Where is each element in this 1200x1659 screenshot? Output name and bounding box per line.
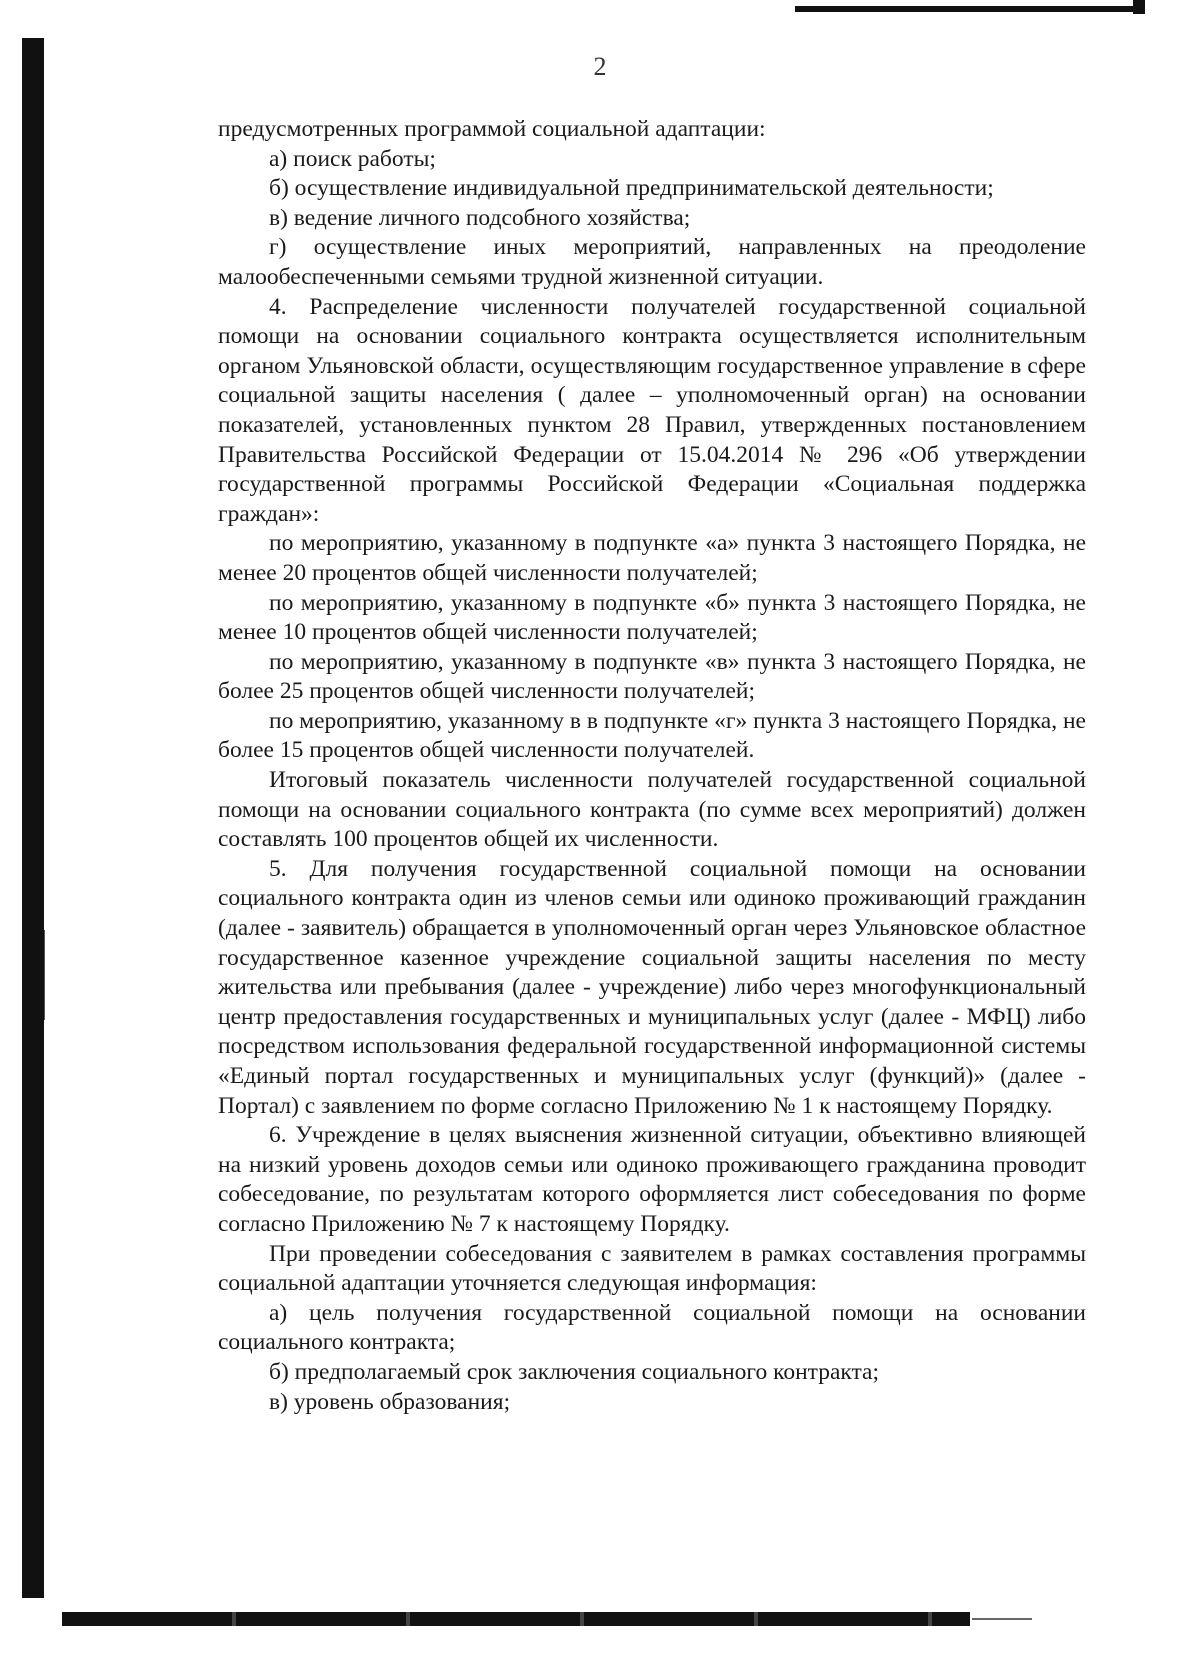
interview-item-a: а) цель получения государственной социальной помощи на основании социального контракта; <box>218 1299 1086 1356</box>
page-number: 2 <box>593 52 607 81</box>
interview-paragraph: При проведении собеседования с заявителем в рамках составления программы социальной адаптации уточняется следующая информация: <box>218 1240 1086 1297</box>
total-indicator-paragraph: Итоговый показатель численности получателей государственной социальной помощи на основании социального контракта (по сумме всех мероприятий) должен составлять 100 процентов общей их численности. <box>218 767 1086 853</box>
scan-edge-bottom <box>62 1612 970 1626</box>
interview-item-v: в) уровень образования; <box>269 1388 511 1415</box>
distribution-item-a: по мероприятию, указанному в подпункте «а» пункта 3 настоящего Порядка, не менее 20 процентов общей численности получателей; <box>218 530 1086 586</box>
list-item-g: г) осуществление иных мероприятий, направленных на преодоление малообеспеченными семьями трудной жизненной ситуации. <box>218 234 1086 290</box>
list-item-a: а) поиск работы; <box>269 145 436 172</box>
distribution-item-v: по мероприятию, указанному в подпункте «в» пункта 3 настоящего Порядка, не более 25 процентов общей численности получателей; <box>218 648 1086 705</box>
scan-edge-left <box>22 38 44 1598</box>
section-5-paragraph: 5. Для получения государственной социальной помощи на основании социального контракта один из членов семьи или одиноко проживающий гражданин (далее - заявитель) обращается в уполномоченный орган через Ульяновское областное государственное казенное учреждение социальной защиты населения по месту жительства или пребывания (далее - учреждение) либо через многофункциональный центр предоставления государственных и муниципальных услуг (далее - МФЦ) либо посредством использования федеральной государственной информационной системы «Единый портал государственных и муниципальных услуг (функций)» (далее - Портал) с заявлением по форме согласно Приложению № 1 к настоящему Порядку. <box>218 855 1086 1119</box>
scan-artifact-line <box>44 930 45 1020</box>
interview-item-b: б) предполагаемый срок заключения социального контракта; <box>269 1358 880 1385</box>
scan-edge-top <box>795 6 1145 12</box>
section-6-paragraph: 6. Учреждение в целях выяснения жизненной ситуации, объективно влияющей на низкий уровень доходов семьи или одиноко проживающего гражданина проводит собеседование, по результатам которого оформляется лист собеседования по форме согласно Приложению № 7 к настоящему Порядку. <box>218 1122 1086 1237</box>
paragraph: предусмотренных программой социальной адаптации: <box>218 116 766 142</box>
section-4-paragraph: 4. Распределение численности получателей государственной социальной помощи на основании социального контракта осуществляется исполнительным органом Ульяновской области, осуществляющим государственное управление в сфере социальной защиты населения ( далее – уполномоченный орган) на основании показателей, установленных пунктом 28 Правил, утвержденных постановлением Правительства Российской Федерации от 15.04.2014 № 296 «Об утверждении государственной программы Российской Федерации «Социальная поддержка граждан»: <box>218 293 1086 527</box>
distribution-item-b: по мероприятию, указанному в подпункте «б» пункта 3 настоящего Порядка, не менее 10 процентов общей численности получателей; <box>218 589 1086 646</box>
list-item-v: в) ведение личного подсобного хозяйства; <box>269 204 691 231</box>
document-body <box>218 115 1086 1417</box>
distribution-item-g: по мероприятию, указанному в в подпункте «г» пункта 3 настоящего Порядка, не более 15 процентов общей численности получателей. <box>218 707 1086 764</box>
list-item-b: б) осуществление индивидуальной предпринимательской деятельности; <box>269 175 994 202</box>
